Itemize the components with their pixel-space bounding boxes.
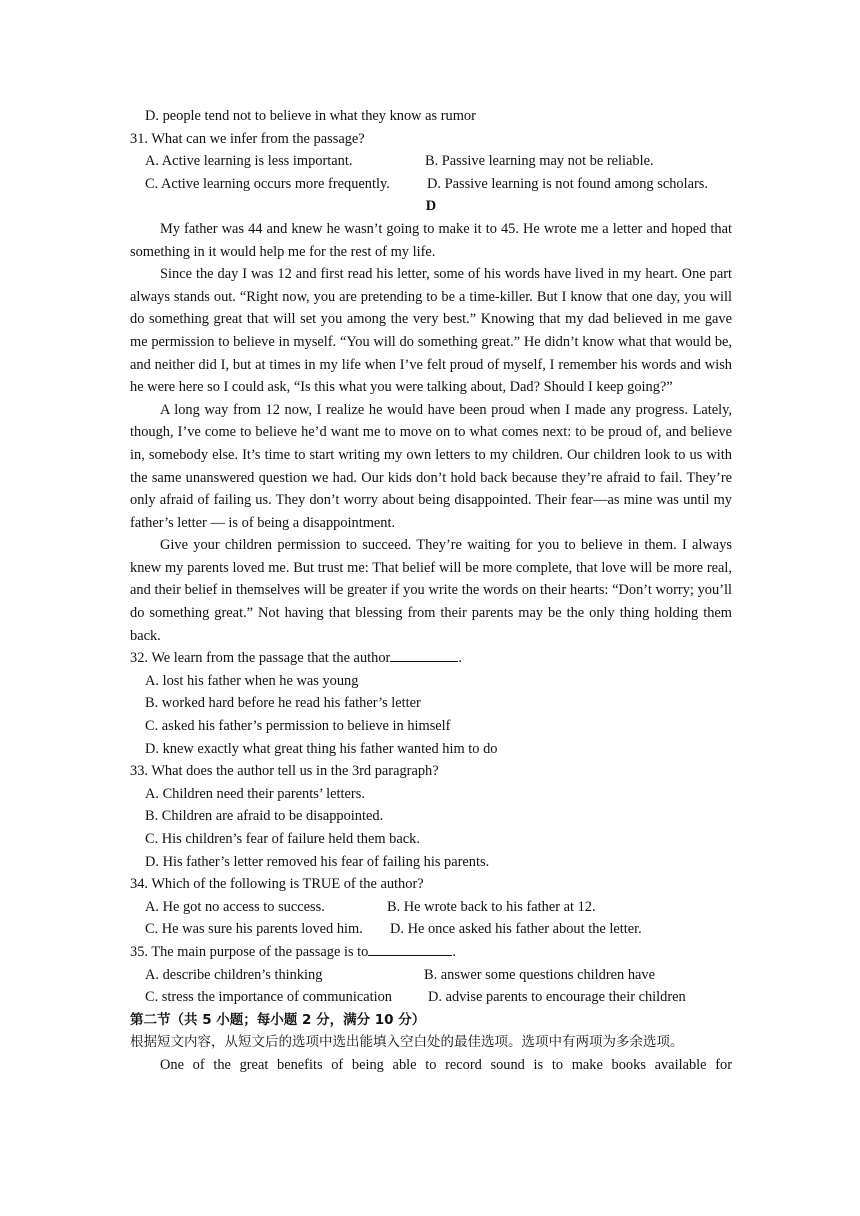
q32-stem: 32. We learn from the passage that the author — [130, 650, 391, 667]
passage-d — [130, 218, 732, 647]
q32-option-a: A. lost his father when he was young — [145, 672, 359, 689]
q35-option-c: C. stress the importance of communication — [145, 989, 392, 1006]
q31-option-b: B. Passive learning may not be reliable. — [425, 153, 654, 170]
q35-options-row2 — [130, 986, 732, 1009]
q32-option-d: D. knew exactly what great thing his father wanted him to do — [145, 740, 498, 757]
q35-answer-blank — [368, 941, 452, 956]
q32-option-b: B. worked hard before he read his father’s letter — [145, 695, 421, 712]
passage-paragraph-2: Since the day I was 12 and first read his letter, some of his words have lived in my heart. One part always stands out. “Right now, you are pretending to be a time-killer. But I know that one day, you will do something great that will set you among the very best.” Knowing that my dad believed in me gave me permission to believe in myself. “You will do something great.” He didn’t know what that would be, and neither did I, but at times in my life when I’ve felt proud of myself, I remember his words and wish he were here so I could ask, “Is this what you were talking about, Dad? Should I keep going?” — [130, 266, 732, 396]
q32-stem-end: . — [458, 650, 462, 667]
q34-option-c: C. He was sure his parents loved him. — [145, 921, 363, 938]
section2-heading: 第二节（共 5 小题；每小题 2 分，满分 10 分） — [130, 1011, 426, 1028]
q34-options-row2 — [130, 918, 732, 941]
q35-stem-line — [130, 941, 732, 964]
q35-option-b: B. answer some questions children have — [424, 966, 655, 983]
q34-stem: 34. Which of the following is TRUE of the author? — [130, 876, 424, 893]
q34-options-row1 — [130, 896, 732, 919]
q32-stem-line — [130, 647, 732, 670]
q32-option-c: C. asked his father’s permission to believe in himself — [145, 718, 451, 735]
q33-option-b: B. Children are afraid to be disappointed. — [145, 808, 384, 825]
q35-option-a: A. describe children’s thinking — [145, 966, 323, 983]
q35-options-row1 — [130, 964, 732, 987]
q34-option-d: D. He once asked his father about the letter. — [390, 921, 642, 938]
q33-stem: 33. What does the author tell us in the 3rd paragraph? — [130, 763, 439, 780]
q35-stem: 35. The main purpose of the passage is to — [130, 943, 369, 960]
q33-option-a: A. Children need their parents’ letters. — [145, 785, 365, 802]
q31-stem: 31. What can we infer from the passage? — [130, 130, 365, 147]
passage-paragraph-4: Give your children permission to succeed. They’re waiting for you to believe in them. I always knew my parents loved me. But trust me: That belief will be more complete, that love will be more real, and their belief in themselves will be greater if you write the words on their hearts: “Don’t worry; you’ll do something great.” Not having that blessing from their parents may be the only thing holding them back. — [130, 537, 732, 644]
q35-option-d: D. advise parents to encourage their children — [428, 989, 686, 1006]
passage-paragraph-3: A long way from 12 now, I realize he would have been proud when I made any progress. Lately, though, I’ve come to believe he’d want me to move on to what comes next: to be proud of, and believe in, somebody else. It’s time to start writing my own letters to my children. Our children look to us with the same unanswered question we had. Our kids don’t hold back because they’re afraid to fail. They’re only afraid of failing us. They don’t worry about being disappointed. Their fear—as mine was until my father’s letter — is of being a disappointment. — [130, 401, 732, 531]
next-passage-first-line: One of the great benefits of being able to record sound is to make books available for — [160, 1056, 732, 1073]
passage-paragraph-1: My father was 44 and knew he wasn’t going to make it to 45. He wrote me a letter and hoped that something in it would help me for the rest of my life. — [130, 220, 732, 260]
passage-section-letter: D — [425, 198, 437, 215]
q31-option-d: D. Passive learning is not found among scholars. — [427, 175, 708, 192]
q30-option-d: D. people tend not to believe in what they know as rumor — [145, 108, 476, 124]
exam-page — [130, 105, 732, 1077]
q31-options-row1 — [130, 150, 732, 173]
q33-option-c: C. His children’s fear of failure held them back. — [145, 831, 420, 847]
q32-answer-blank — [390, 647, 458, 662]
q34-option-a: A. He got no access to success. — [145, 898, 325, 915]
q31-option-a: A. Active learning is less important. — [145, 153, 353, 170]
q31-option-c: C. Active learning occurs more frequently. — [145, 175, 390, 192]
q31-options-row2 — [130, 173, 732, 196]
section2-instruction: 根据短文内容，从短文后的选项中选出能填入空白处的最佳选项。选项中有两项为多余选项。 — [130, 1034, 684, 1051]
q33-option-d: D. His father’s letter removed his fear of failing his parents. — [145, 853, 490, 870]
q35-stem-end: . — [452, 943, 456, 960]
q34-option-b: B. He wrote back to his father at 12. — [387, 898, 596, 915]
